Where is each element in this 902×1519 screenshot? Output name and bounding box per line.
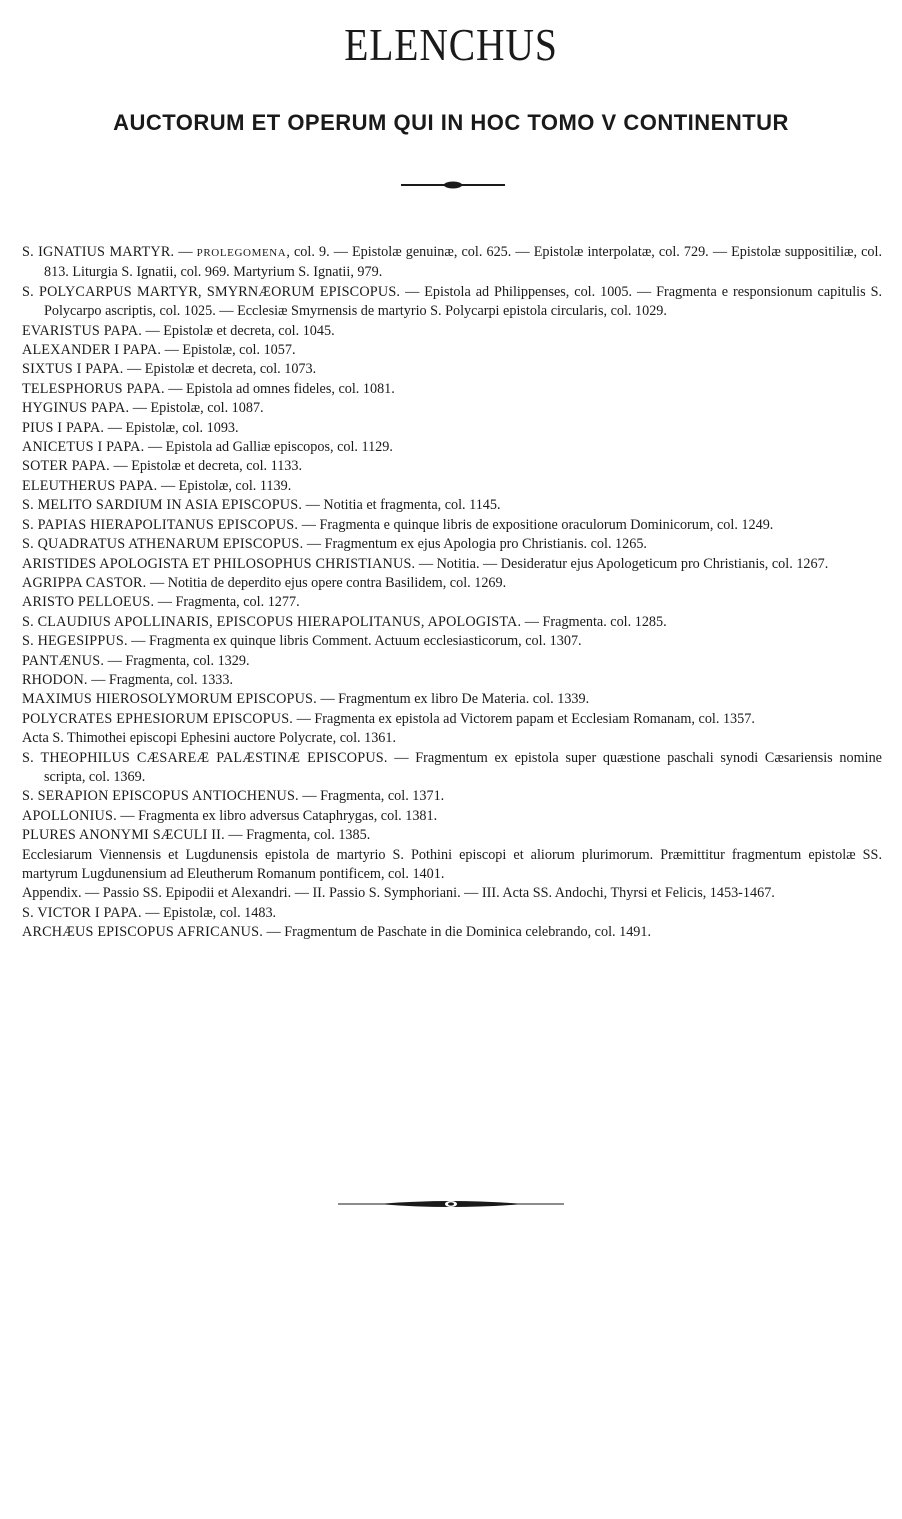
works-description: — Fragmenta e quinque libris de expositione oraculorum Dominicorum, col. 1249. bbox=[298, 516, 774, 533]
works-description: — Notitia et fragmenta, col. 1145. bbox=[302, 497, 501, 514]
works-description: — Notitia de deperdito ejus opere contra Basilidem, col. 1269. bbox=[146, 574, 507, 591]
list-item bbox=[22, 322, 882, 341]
author-name: ELEUTHERUS PAPA. bbox=[22, 477, 158, 494]
author-name: RHODON. bbox=[22, 671, 88, 688]
works-description: — Epistolæ, col. 1087. bbox=[129, 400, 264, 417]
works-description: — Epistola ad Philippenses, col. 1005. — Fragmenta e responsionum capitulis S. Polycarpo ascriptis, col. 1025. — Ecclesiæ Smyrnensis de martyrio S. Polycarpi epistola circularis, col. 1029. bbox=[44, 283, 883, 320]
list-item bbox=[22, 555, 882, 574]
author-name: ANICETUS I PAPA. bbox=[22, 439, 145, 456]
list-item bbox=[22, 477, 882, 496]
list-item bbox=[22, 360, 882, 379]
works-description: — Notitia. — Desideratur ejus Apologeticum pro Christianis, col. 1267. bbox=[415, 555, 829, 572]
author-name: ARISTIDES APOLOGISTA ET PHILOSOPHUS CHRISTIANUS. bbox=[22, 555, 416, 572]
works-description: — Epistolæ et decreta, col. 1133. bbox=[109, 458, 303, 475]
works-description: — Fragmenta, col. 1371. bbox=[298, 788, 445, 805]
list-item bbox=[22, 652, 882, 671]
works-description: — Epistolæ, col. 1093. bbox=[104, 419, 239, 436]
list-item bbox=[22, 904, 882, 923]
list-item bbox=[22, 807, 882, 826]
list-item bbox=[22, 457, 882, 476]
list-item bbox=[22, 749, 882, 788]
works-description: — Epistolæ et decreta, col. 1045. bbox=[141, 322, 335, 339]
works-description: — Fragmentum ex libro De Materia. col. 1339. bbox=[316, 691, 590, 708]
author-name: POLYCRATES EPHESIORUM EPISCOPUS. bbox=[22, 710, 294, 727]
works-description: , col. 9. — Epistolæ genuinæ, col. 625. — Epistolæ interpolatæ, col. 729. — Epistolæ suppositiliæ, col. 813. Liturgia S. Ignatii, col. 969. Martyrium S. Ignatii, 979. bbox=[44, 244, 882, 281]
works-description: — Epistolæ, col. 1057. bbox=[161, 342, 296, 359]
author-name: S. POLYCARPUS MARTYR, SMYRNÆORUM EPISCOPUS. bbox=[22, 283, 401, 300]
list-item bbox=[22, 243, 882, 283]
works-description: Ecclesiarum Viennensis et Lugdunensis epistola de martyrio S. Pothini episcopi et aliorum plurimorum. Præmittitur fragmentum epistolæ SS. martyrum Lugdunensium ad Eleutherum Romanum pontificem, col. 1401. bbox=[22, 846, 882, 882]
works-description: — Epistola ad omnes fideles, col. 1081. bbox=[164, 380, 395, 397]
list-item bbox=[22, 884, 882, 903]
bottom-ornament bbox=[338, 1198, 564, 1210]
list-item bbox=[22, 729, 882, 748]
author-name: S. QUADRATUS ATHENARUM EPISCOPUS. bbox=[22, 536, 304, 553]
list-item bbox=[22, 535, 882, 554]
author-name: ALEXANDER I PAPA. bbox=[22, 342, 162, 359]
list-item bbox=[22, 283, 882, 322]
author-name: S. PAPIAS HIERAPOLITANUS EPISCOPUS. bbox=[22, 516, 299, 533]
list-item bbox=[22, 923, 882, 942]
author-name: HYGINUS PAPA. bbox=[22, 400, 130, 417]
author-name: ARISTO PELLOEUS. bbox=[22, 594, 155, 611]
works-description: Acta S. Thimothei episcopi Ephesini auctore Polycrate, col. 1361. bbox=[22, 730, 397, 747]
author-name: SOTER PAPA. bbox=[22, 458, 110, 475]
author-name: S. VICTOR I PAPA. bbox=[22, 904, 142, 921]
list-item bbox=[22, 399, 882, 418]
top-ornament bbox=[401, 180, 505, 190]
list-item bbox=[22, 516, 882, 535]
page-subtitle: AUCTORUM ET OPERUM QUI IN HOC TOMO V CONTINENTUR bbox=[113, 110, 789, 135]
list-item bbox=[22, 826, 882, 845]
list-item bbox=[22, 690, 882, 709]
author-name: TELESPHORUS PAPA. bbox=[22, 380, 165, 397]
list-item bbox=[22, 341, 882, 360]
list-item bbox=[22, 632, 882, 651]
author-name: AGRIPPA CASTOR. bbox=[22, 574, 147, 591]
list-item bbox=[22, 574, 882, 593]
works-description: — Fragmenta, col. 1329. bbox=[104, 652, 250, 669]
works-description: — Fragmenta. col. 1285. bbox=[521, 613, 667, 630]
prolegomena-label: PROLEGOMENA bbox=[196, 247, 287, 259]
works-description: — Fragmenta ex libro adversus Cataphrygas, col. 1381. bbox=[116, 807, 438, 824]
works-description: — Fragmenta ex quinque libris Comment. Actuum ecclesiasticorum, col. 1307. bbox=[127, 633, 582, 650]
works-description: — Fragmentum de Paschate in die Dominica celebrando, col. 1491. bbox=[262, 924, 652, 941]
works-description: — Epistola ad Galliæ episcopos, col. 1129. bbox=[144, 439, 393, 456]
author-name: PIUS I PAPA. bbox=[22, 419, 105, 436]
works-description: — Fragmenta, col. 1385. bbox=[224, 827, 371, 844]
author-name: S. MELITO SARDIUM IN ASIA EPISCOPUS. bbox=[22, 497, 303, 514]
works-description: — Fragmenta, col. 1333. bbox=[87, 671, 234, 688]
list-item bbox=[22, 438, 882, 457]
works-description: — Fragmenta ex epistola ad Victorem papam et Ecclesiam Romanam, col. 1357. bbox=[293, 710, 755, 727]
works-description: — Epistolæ et decreta, col. 1073. bbox=[123, 361, 317, 378]
works-description: Appendix. — Passio SS. Epipodii et Alexandri. — II. Passio S. Symphoriani. — III. Acta SS. Andochi, Thyrsi et Felicis, 1453-1467. bbox=[22, 885, 775, 902]
list-item bbox=[22, 496, 882, 515]
list-item bbox=[22, 593, 882, 612]
author-name: EVARISTUS PAPA. bbox=[22, 322, 142, 339]
list-item bbox=[22, 419, 882, 438]
author-name: S. HEGESIPPUS. bbox=[22, 633, 128, 650]
author-name: S. CLAUDIUS APOLLINARIS, EPISCOPUS HIERAPOLITANUS, APOLOGISTA. bbox=[22, 613, 522, 630]
works-description: — Fragmentum ex epistola super quæstione paschali synodi Cæsariensis nomine scripta, col. 1369. bbox=[44, 749, 882, 785]
list-item bbox=[22, 671, 882, 690]
author-name: S. THEOPHILUS CÆSAREÆ PALÆSTINÆ EPISCOPUS. bbox=[22, 749, 388, 766]
author-name: MAXIMUS HIEROSOLYMORUM EPISCOPUS. bbox=[22, 691, 317, 708]
works-description: — Epistolæ, col. 1139. bbox=[157, 477, 292, 494]
list-item bbox=[22, 846, 882, 885]
list-item bbox=[22, 787, 882, 806]
works-description: — Epistolæ, col. 1483. bbox=[141, 904, 277, 921]
author-name: SIXTUS I PAPA. bbox=[22, 361, 124, 378]
works-description: — Fragmentum ex ejus Apologia pro Christianis. col. 1265. bbox=[303, 536, 647, 553]
list-item bbox=[22, 613, 882, 632]
contents-list bbox=[22, 243, 882, 943]
author-name: APOLLONIUS. bbox=[22, 807, 117, 824]
author-name: PANTÆNUS. bbox=[22, 652, 105, 669]
list-item bbox=[22, 380, 882, 399]
author-name: PLURES ANONYMI SÆCULI II. bbox=[22, 827, 225, 844]
page-title: ELENCHUS bbox=[344, 19, 558, 70]
author-name: ARCHÆUS EPISCOPUS AFRICANUS. bbox=[22, 924, 263, 941]
author-name: S. IGNATIUS MARTYR. bbox=[22, 244, 175, 260]
list-item bbox=[22, 710, 882, 729]
author-name: S. SERAPION EPISCOPUS ANTIOCHENUS. bbox=[22, 788, 299, 805]
entry-dash: — bbox=[174, 244, 197, 260]
works-description: — Fragmenta, col. 1277. bbox=[154, 594, 300, 611]
